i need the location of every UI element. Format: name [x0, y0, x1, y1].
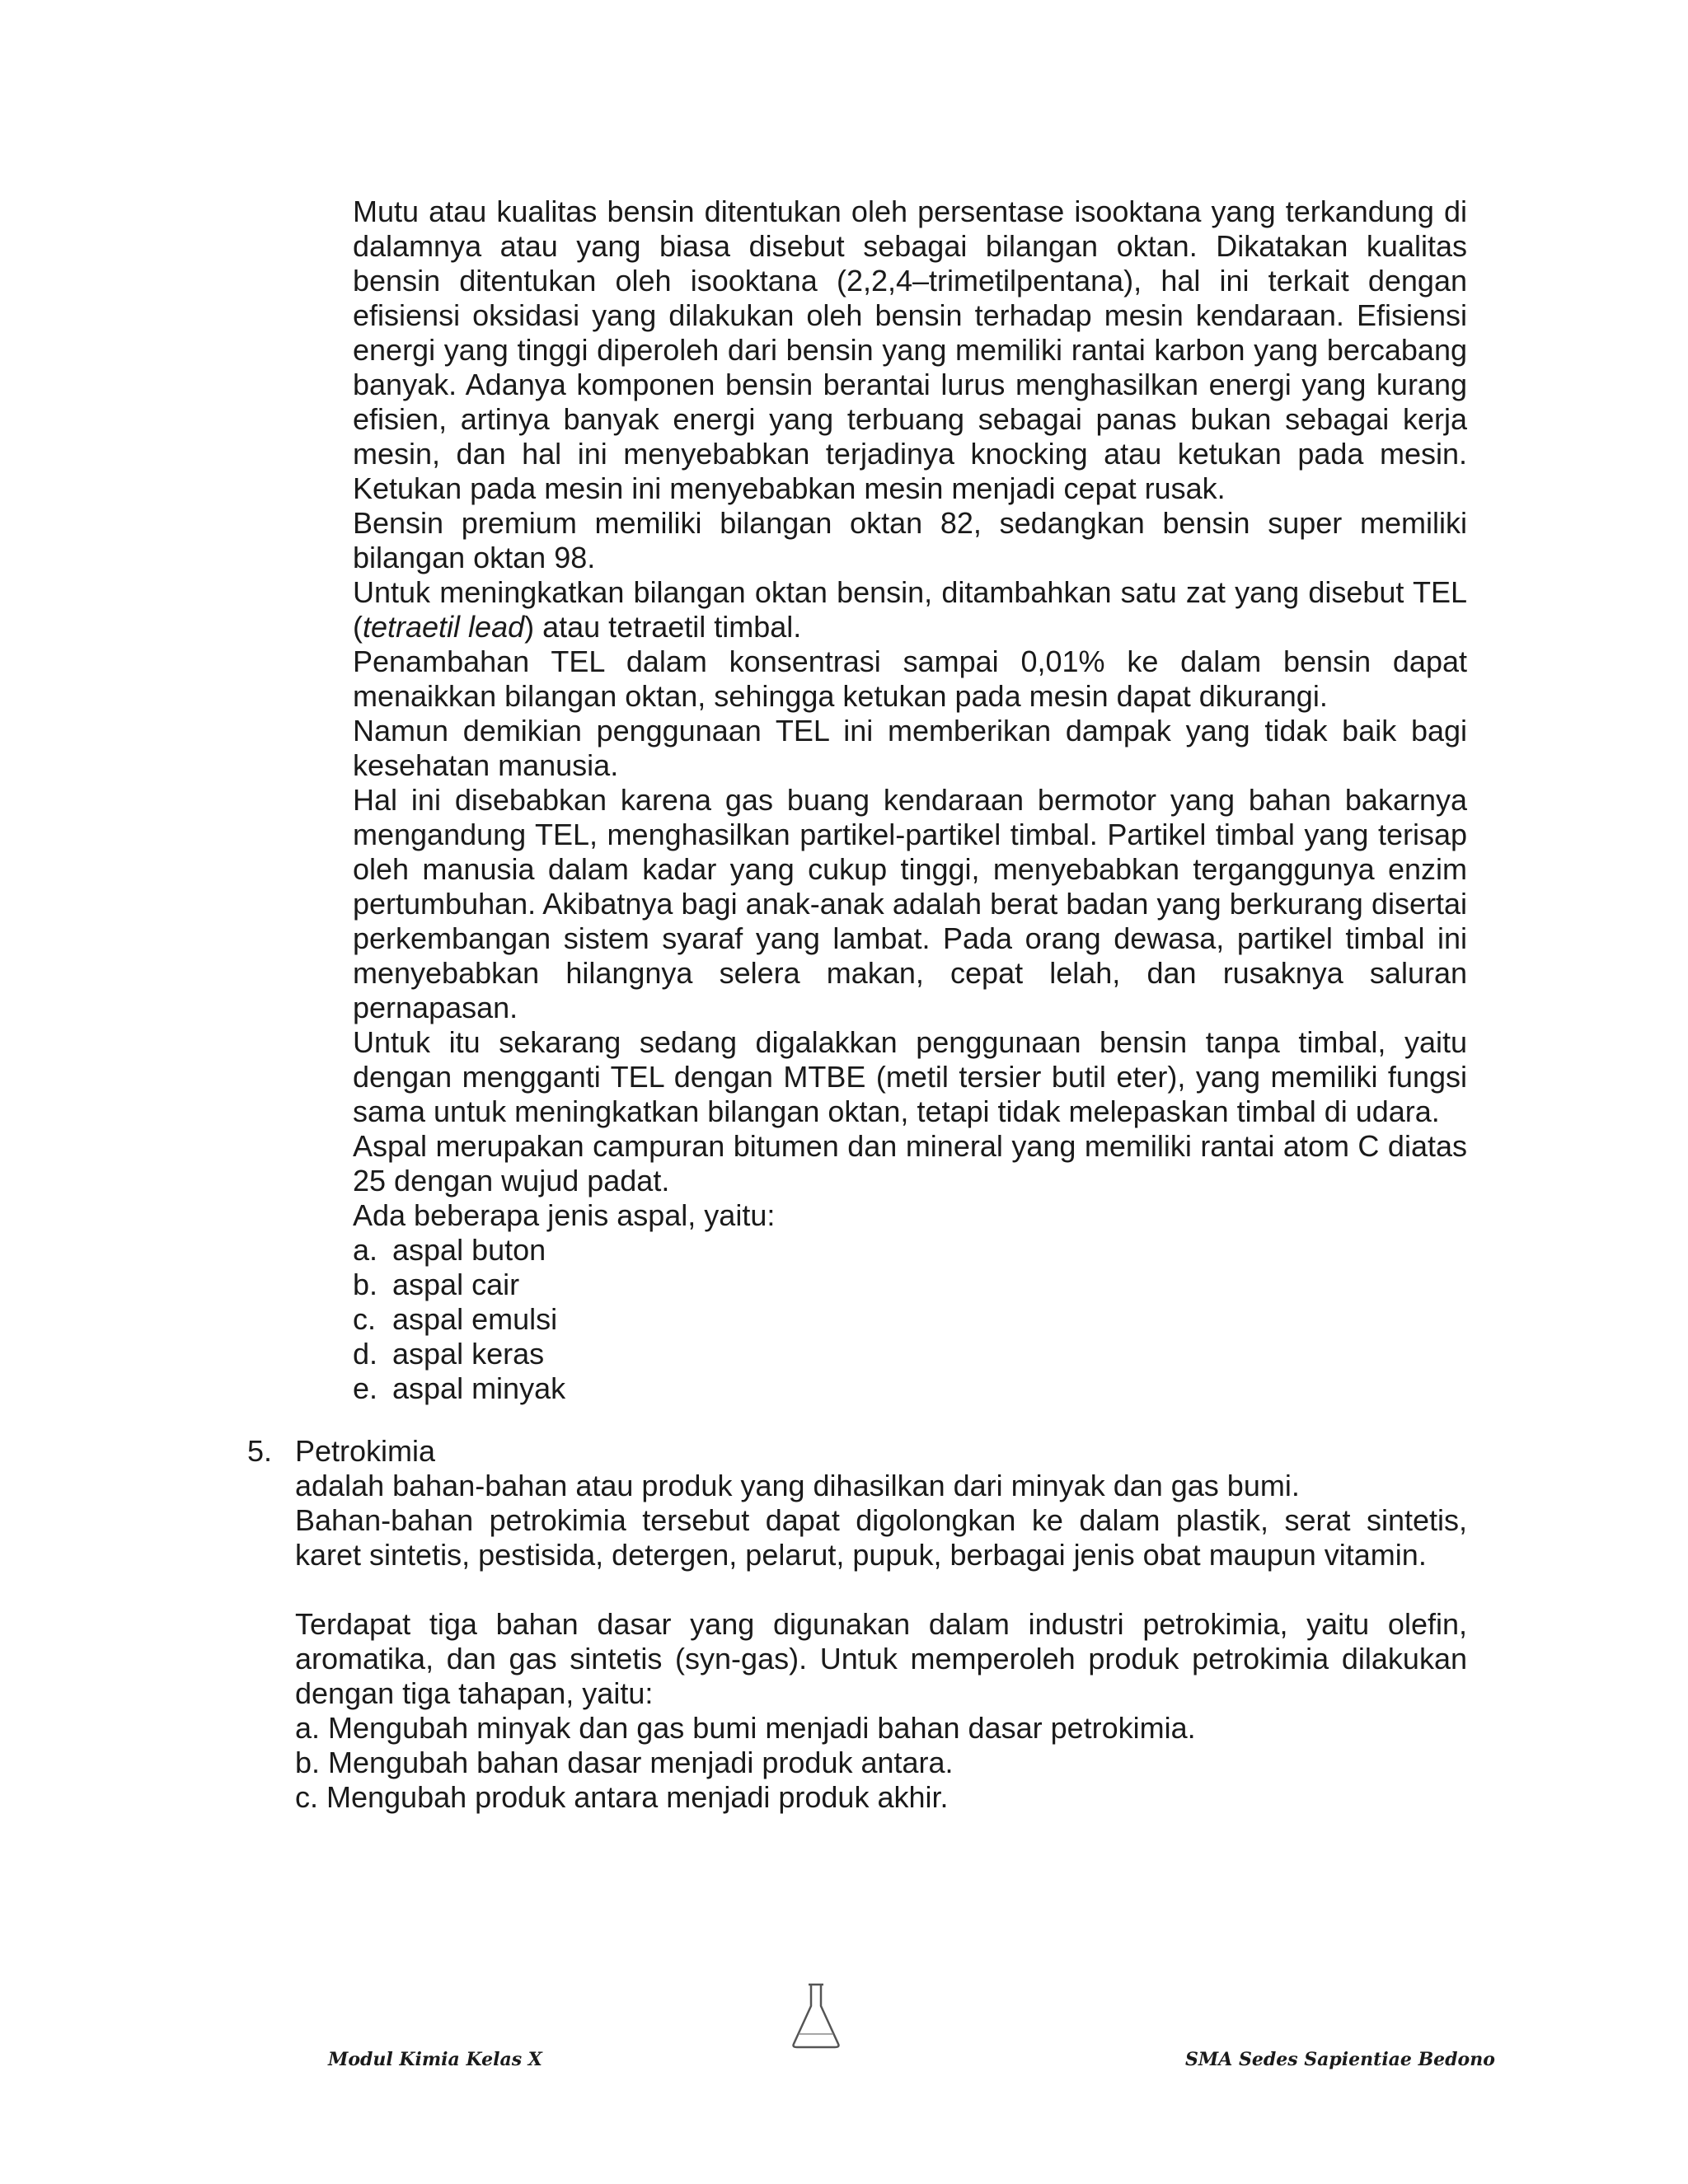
list-item — [353, 1337, 1467, 1371]
list-item-text: aspal minyak — [392, 1371, 566, 1405]
section-body — [295, 1469, 1467, 1815]
list-marker: a. — [353, 1233, 378, 1267]
paragraph-tel-addition — [353, 575, 1467, 644]
list-marker: e. — [353, 1371, 378, 1405]
list-item-text: aspal emulsi — [392, 1302, 558, 1336]
paragraph-lead-effects: Hal ini disebabkan karena gas buang kendaraan bermotor yang bahan bakarnya mengandung TEL, menghasilkan partikel-partikel timbal. Partikel timbal yang terisap oleh manusia dalam kadar yang cukup tinggi, menyebabkan terganggunya enzim pertumbuhan. Akibatnya bagi anak-anak adalah berat badan yang berkurang disertai perkembangan sistem syaraf yang lambat. Pada orang dewasa, partikel timbal ini menyebabkan hilangnya selera makan, cepat lelah, dan rusaknya saluran pernapasan. — [353, 783, 1467, 1024]
list-item-text: aspal keras — [392, 1337, 545, 1371]
paragraph-petrokimia-definition: adalah bahan-bahan atau produk yang dihasilkan dari minyak dan gas bumi. — [295, 1469, 1300, 1502]
paragraph-tel-concentration: Penambahan TEL dalam konsentrasi sampai 0,01% ke dalam bensin dapat menaikkan bilangan oktan, sehingga ketukan pada mesin dapat dikurangi. — [353, 644, 1467, 713]
list-item — [353, 1233, 1467, 1268]
text-segment: Untuk meningkatkan bilangan oktan bensin, ditambahkan satu zat yang disebut TEL ( — [353, 575, 1467, 644]
paragraph-petrokimia-raw-materials: Terdapat tiga bahan dasar yang digunakan dalam industri petrokimia, yaitu olefin, aromatika, dan gas sintetis (syn-gas). Untuk memperoleh produk petrokimia dilakukan dengan tiga tahapan, yaitu: — [295, 1607, 1467, 1710]
list-marker: b. — [353, 1268, 378, 1301]
aspal-types-list — [353, 1233, 1467, 1406]
list-marker: d. — [353, 1337, 378, 1371]
italic-term: tetraetil lead — [363, 610, 525, 644]
paragraph-mtbe: Untuk itu sekarang sedang digalakkan penggunaan bensin tanpa timbal, yaitu dengan mengganti TEL dengan MTBE (metil tersier butil eter), yang memiliki fungsi sama untuk meningkatkan bilangan oktan, tetapi tidak melepaskan timbal di udara. — [353, 1025, 1467, 1128]
list-marker: c. — [353, 1302, 377, 1336]
paragraph-aspal-types-intro: Ada beberapa jenis aspal, yaitu: — [353, 1198, 776, 1232]
list-item-text: aspal cair — [392, 1268, 520, 1301]
list-item: c. Mengubah produk antara menjadi produk akhir. — [295, 1780, 949, 1814]
paragraph-aspal: Aspal merupakan campuran bitumen dan mineral yang memiliki rantai atom C diatas 25 dengan wujud padat. — [353, 1129, 1467, 1197]
section-title: Petrokimia — [295, 1434, 436, 1468]
paragraph-petrokimia-products: Bahan-bahan petrokimia tersebut dapat digolongkan ke dalam plastik, serat sintetis, karet sintetis, pestisida, detergen, pelarut, pupuk, berbagai jenis obat maupun vitamin. — [295, 1503, 1467, 1572]
section-petrokimia — [247, 1434, 1467, 1815]
process-steps-list — [295, 1711, 1467, 1815]
section-number: 5. — [247, 1434, 273, 1468]
list-item-text: aspal buton — [392, 1233, 546, 1267]
list-item — [353, 1268, 1467, 1302]
list-item: b. Mengubah bahan dasar menjadi produk antara. — [295, 1746, 954, 1779]
paragraph-premium-super: Bensin premium memiliki bilangan oktan 82, sedangkan bensin super memiliki bilangan oktan 98. — [353, 506, 1467, 574]
flask-icon — [787, 1981, 845, 2050]
footer-module-title: Modul Kimia Kelas X — [328, 2049, 542, 2070]
list-item — [353, 1302, 1467, 1337]
page-footer — [0, 2032, 1688, 2098]
list-item: a. Mengubah minyak dan gas bumi menjadi bahan dasar petrokimia. — [295, 1711, 1196, 1745]
spacer — [295, 1572, 1467, 1607]
text-segment: ) atau tetraetil timbal. — [524, 610, 802, 644]
section-heading — [247, 1434, 1467, 1469]
footer-school-name: SMA Sedes Sapientiae Bedono — [1185, 2049, 1495, 2070]
list-item — [353, 1371, 1467, 1406]
main-text-block — [353, 194, 1467, 1406]
paragraph-octane-quality: Mutu atau kualitas bensin ditentukan oleh persentase isooktana yang terkandung di dalamnya atau yang biasa disebut sebagai bilangan oktan. Dikatakan kualitas bensin ditentukan oleh isooktana (2,2,4–trimetilpentana), hal ini terkait dengan efisiensi oksidasi yang dilakukan oleh bensin terhadap mesin kendaraan. Efisiensi energi yang tinggi diperoleh dari bensin yang memiliki rantai karbon yang bercabang banyak. Adanya komponen bensin berantai lurus menghasilkan energi yang kurang efisien, artinya banyak energi yang terbuang sebagai panas bukan sebagai kerja mesin, dan hal ini menyebabkan terjadinya knocking atau ketukan pada mesin. Ketukan pada mesin ini menyebabkan mesin menjadi cepat rusak. — [353, 194, 1467, 505]
paragraph-tel-impact: Namun demikian penggunaan TEL ini memberikan dampak yang tidak baik bagi kesehatan manusia. — [353, 714, 1467, 782]
